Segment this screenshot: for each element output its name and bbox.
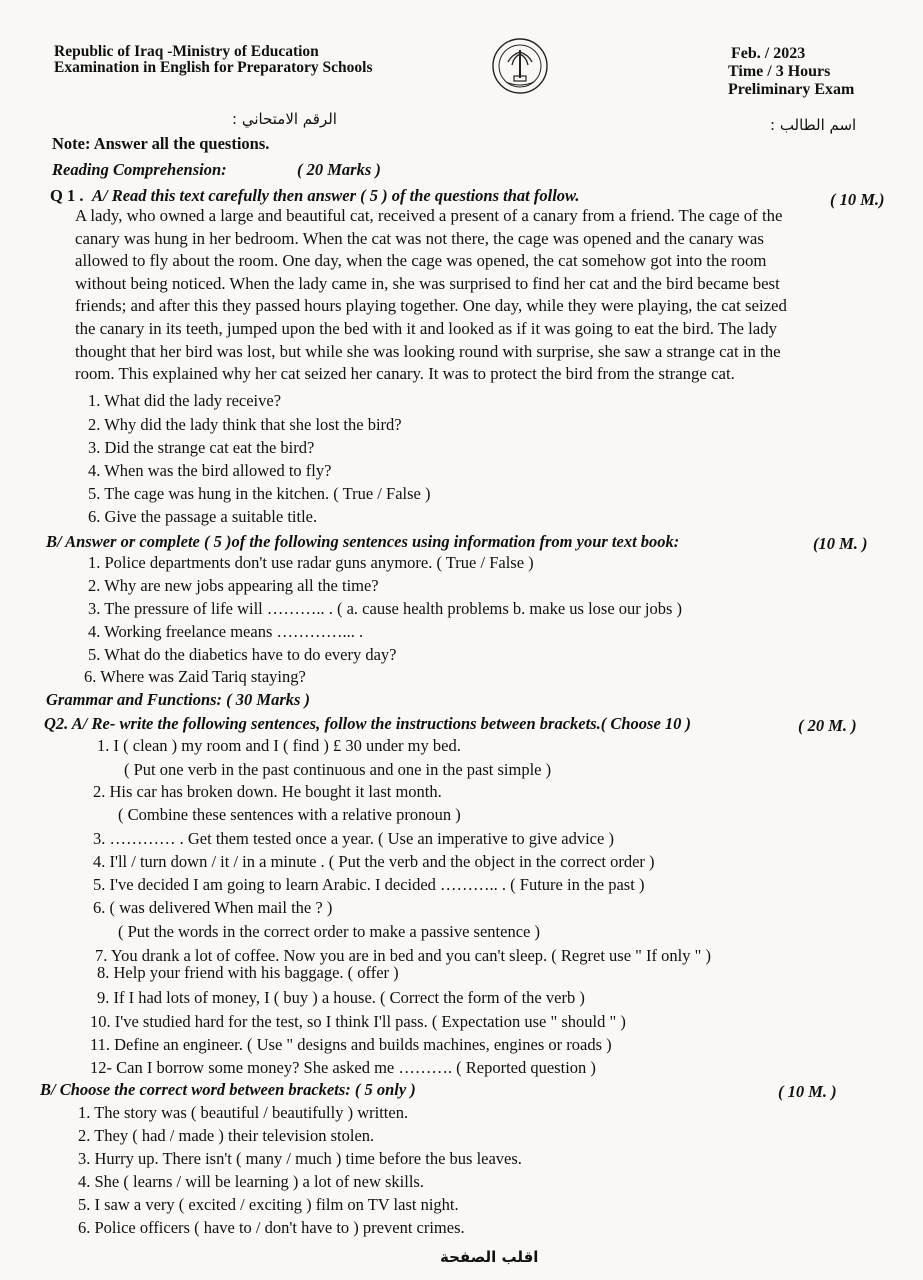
q1b-question: 5. What do the diabetics have to do every day? <box>88 645 397 664</box>
q1a-instruction: A/ Read this text carefully then answer ( 5 ) of the questions that follow. <box>92 186 580 205</box>
passage-line: friends; and after this they passed hours playing together. One day, while they were playing, the cat seized <box>75 296 787 316</box>
q1b-question: 6. Where was Zaid Tariq staying? <box>84 667 306 686</box>
reading-passage <box>75 205 899 386</box>
q2a-item: 9. If I had lots of money, I ( buy ) a house. ( Correct the form of the verb ) <box>97 988 585 1007</box>
q1b-question: 2. Why are new jobs appearing all the time? <box>88 576 379 595</box>
passage-line: allowed to fly about the room. One day, when the cage was opened, the cat somehow got into the room <box>75 251 767 271</box>
q2a-item: 7. You drank a lot of coffee. Now you are in bed and you can't sleep. ( Regret use " If only " ) <box>95 946 711 965</box>
q2a-item: 1. I ( clean ) my room and I ( find ) £ 30 under my bed. <box>97 736 461 755</box>
reading-section-title: Reading Comprehension: <box>52 160 227 179</box>
q1b-question: 3. The pressure of life will ……….. . ( a. cause health problems b. make us lose our jobs ) <box>88 599 683 618</box>
grammar-section-title: Grammar and Functions: ( 30 Marks ) <box>46 690 311 709</box>
exam-note: Note: Answer all the questions. <box>52 134 270 153</box>
q2b-item: 6. Police officers ( have to / don't have to ) prevent crimes. <box>78 1218 465 1237</box>
q1b-question: 4. Working freelance means …………... . <box>88 622 364 641</box>
q2a-instruction: Q2. A/ Re- write the following sentences, follow the instructions between brackets.( Choose 10 ) <box>44 714 692 733</box>
q2b-instruction: B/ Choose the correct word between brackets: ( 5 only ) <box>40 1080 416 1099</box>
q2a-instruction-line: ( Put the words in the correct order to make a passive sentence ) <box>118 922 540 941</box>
reading-section-marks: ( 20 Marks ) <box>297 160 381 179</box>
exam-number-label: الرقم الامتحاني : <box>232 110 337 128</box>
exam-date: Feb. / 2023 <box>731 45 806 62</box>
q2a-instruction-line: ( Combine these sentences with a relative pronoun ) <box>118 805 461 824</box>
q1a-question: 1. What did the lady receive? <box>88 391 282 410</box>
q2a-marks: ( 20 M. ) <box>798 716 857 735</box>
ministry-seal-icon <box>492 38 548 94</box>
q2b-item: 2. They ( had / made ) their television stolen. <box>78 1126 375 1145</box>
passage-line: canary was hung in her bedroom. When the cat was not there, the cage was opened and the canary was <box>75 228 764 248</box>
passage-line: without being noticed. When the lady came in, she was surprised to find her cat and the bird became best <box>75 273 780 293</box>
turn-page-note: اقلب الصفحة <box>440 1248 539 1266</box>
exam-type: Preliminary Exam <box>728 81 855 98</box>
q2a-item: 5. I've decided I am going to learn Arabic. I decided ……….. . ( Future in the past ) <box>93 875 645 894</box>
q1a-question: 2. Why did the lady think that she lost the bird? <box>88 415 402 434</box>
q2a-item: 11. Define an engineer. ( Use " designs and builds machines, engines or roads ) <box>90 1035 612 1054</box>
q1a-marks: ( 10 M.) <box>830 190 885 209</box>
q2a-item: 2. His car has broken down. He bought it last month. <box>93 782 442 801</box>
q1b-marks: (10 M. ) <box>813 534 868 553</box>
q2b-item: 4. She ( learns / will be learning ) a lot of new skills. <box>78 1172 424 1191</box>
q1a-question: 5. The cage was hung in the kitchen. ( True / False ) <box>88 484 431 503</box>
q2a-item: 10. I've studied hard for the test, so I think I'll pass. ( Expectation use " should " ) <box>90 1012 626 1031</box>
ministry-header: Republic of Iraq -Ministry of Education <box>54 43 319 60</box>
q2b-marks: ( 10 M. ) <box>778 1082 837 1101</box>
q2b-item: 3. Hurry up. There isn't ( many / much ) time before the bus leaves. <box>78 1149 522 1168</box>
passage-line: room. This explained why her cat seized her canary. It was to protect the bird from the strange cat. <box>75 364 735 384</box>
q2a-instruction-line: ( Put one verb in the past continuous and one in the past simple ) <box>124 760 552 779</box>
q1b-instruction: B/ Answer or complete ( 5 )of the following sentences using information from your text book: <box>46 532 680 551</box>
q1b-question: 1. Police departments don't use radar guns anymore. ( True / False ) <box>88 553 534 572</box>
q2a-item: 8. Help your friend with his baggage. ( offer ) <box>97 963 399 982</box>
q1a-question: 4. When was the bird allowed to fly? <box>88 461 332 480</box>
exam-header: Examination in English for Preparatory Schools <box>54 59 373 76</box>
q2b-item: 1. The story was ( beautiful / beautifully ) written. <box>78 1103 409 1122</box>
q2a-item: 3. ………… . Get them tested once a year. ( Use an imperative to give advice ) <box>93 829 614 848</box>
q1a-question: 3. Did the strange cat eat the bird? <box>88 438 315 457</box>
passage-line: A lady, who owned a large and beautiful cat, received a present of a canary from a friend. The cage of the <box>75 206 783 225</box>
student-name-label: اسم الطالب : <box>770 116 857 134</box>
exam-duration: Time / 3 Hours <box>728 63 831 80</box>
q1-number: Q 1 . <box>50 186 84 205</box>
q2a-item: 6. ( was delivered When mail the ? ) <box>93 898 333 917</box>
q2b-item: 5. I saw a very ( excited / exciting ) film on TV last night. <box>78 1195 459 1214</box>
passage-line: thought that her bird was lost, but while she was looking round with surprise, she saw a strange cat in the <box>75 341 781 361</box>
q2a-item: 12- Can I borrow some money? She asked me ………. ( Reported question ) <box>90 1058 596 1077</box>
passage-line: the canary in its teeth, jumped upon the bed with it and looked as if it was going to eat the bird. The lady <box>75 318 778 338</box>
q1a-question: 6. Give the passage a suitable title. <box>88 507 318 526</box>
q2a-item: 4. I'll / turn down / it / in a minute . ( Put the verb and the object in the correct order ) <box>93 852 655 871</box>
